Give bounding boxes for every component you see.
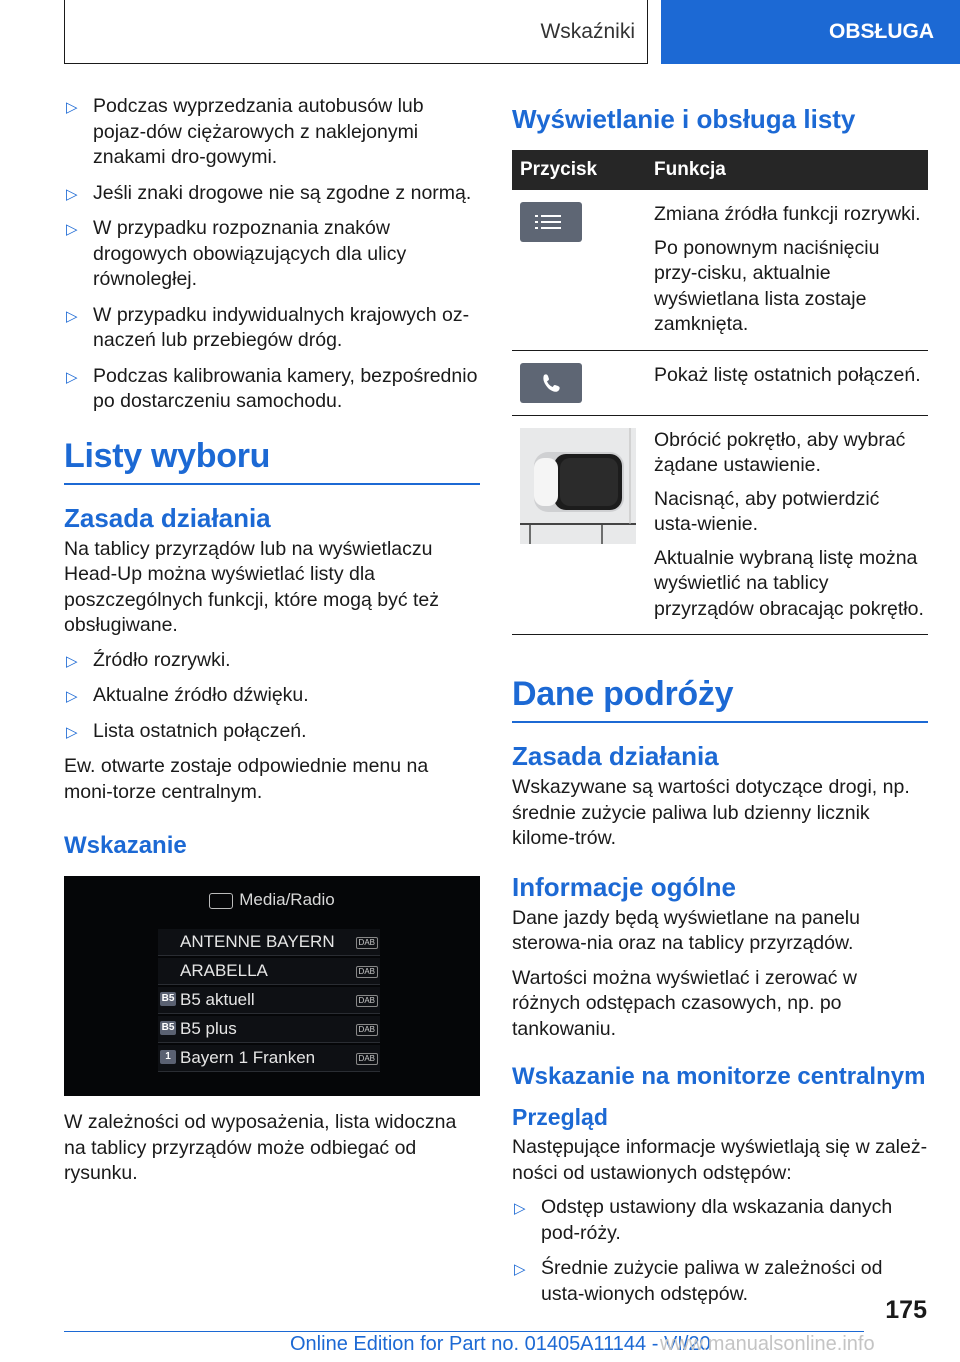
list-item: ▷ Odstęp ustawiony dla wskazania danych pod-róży.	[514, 1196, 893, 1244]
triangle-bullet-icon: ▷	[66, 723, 78, 741]
section-title	[64, 0, 648, 64]
heading-wskazanie-monitor: Wskazanie na monitorze centralnym	[512, 1063, 926, 1090]
station-row: ARABELLA DAB	[158, 958, 380, 985]
paragraph: Wskazywane są wartości dotyczące drogi, np. średnie zużycie paliwa lub dzienny licznik kilome-trów.	[512, 776, 910, 849]
right-column	[512, 94, 928, 1317]
paragraph: Ew. otwarte zostaje odpowiednie menu na moni-torze centralnym.	[64, 755, 429, 803]
list-item: ▷ Średnie zużycie paliwa w zależności od usta-wionych odstępów.	[514, 1257, 883, 1305]
triangle-bullet-icon: ▷	[66, 368, 78, 386]
triangle-bullet-icon: ▷	[66, 307, 78, 325]
heading-informacje-ogolne: Informacje ogólne	[512, 871, 736, 902]
column-header-button: Przycisk	[512, 150, 646, 190]
bullet-list-overview	[512, 1195, 928, 1307]
column-header-function: Funkcja	[646, 150, 928, 190]
thumbwheel-icon	[520, 428, 636, 544]
chapter-tab	[661, 0, 960, 64]
list-item: ▷ Podczas kalibrowania kamery, bezpośrednio po dostarczeniu samochodu.	[66, 364, 478, 412]
page-number: 175	[885, 1296, 927, 1324]
list-item: ▷ W przypadku indywidualnych krajowych oz-naczeń lub przebiegów dróg.	[66, 303, 470, 351]
list-item: ▷ Jeśli znaki drogowe nie są zgodne z normą.	[64, 181, 480, 207]
triangle-bullet-icon: ▷	[66, 688, 78, 705]
station-logo-icon: B5	[161, 993, 175, 1004]
footer-divider	[64, 1331, 864, 1332]
heading-dane-podrozy: Dane podróży	[512, 675, 928, 723]
media-radio-screenshot	[64, 876, 480, 1096]
phone-button-icon	[520, 363, 582, 403]
bullet-list-lists	[64, 648, 480, 745]
table-row: Zmiana źródła funkcji rozrywki. Po ponownym naciśnięciu przy-cisku, aktualnie wyświetlana lista zostaje zamknięta.	[512, 190, 928, 350]
station-row: 1 Bayern 1 Franken DAB	[158, 1045, 380, 1072]
list-item: ▷ Aktualne źródło dźwięku.	[64, 683, 480, 709]
list-button-icon	[520, 202, 582, 242]
triangle-bullet-icon: ▷	[66, 185, 78, 203]
button-function-table	[512, 150, 928, 635]
left-column	[64, 94, 480, 1196]
triangle-bullet-icon: ▷	[514, 1200, 526, 1217]
triangle-bullet-icon: ▷	[514, 1261, 526, 1278]
caption: W zależności od wyposażenia, lista widoczna na tablicy przyrządów może odbiegać od rysunku.	[64, 1111, 457, 1184]
table-row: Pokaż listę ostatnich połączeń.	[512, 350, 928, 415]
heading-zasada-dzialania: Zasada działania	[64, 502, 271, 533]
paragraph: Następujące informacje wyświetlają się w zależ-ności od ustawionych odstępów:	[512, 1136, 928, 1184]
screen-title: Media/Radio	[64, 890, 480, 910]
list-item: ▷ Źródło rozrywki.	[64, 648, 480, 674]
list-item: ▷ Podczas wyprzedzania autobusów lub pojaz-dów ciężarowych z naklejonymi znakami dro-gowymi.	[66, 95, 424, 168]
chapter-tab-text: OBSŁUGA	[829, 20, 934, 43]
station-logo-icon: 1	[160, 1050, 176, 1064]
triangle-bullet-icon: ▷	[66, 652, 78, 670]
list-item: ▷ W przypadku rozpoznania znaków drogowych obowiązujących dla ulicy równoległej.	[66, 217, 407, 290]
list-item: ▷ Lista ostatnich połączeń.	[64, 719, 480, 745]
heading-zasada-dzialania-2: Zasada działania	[512, 741, 719, 771]
triangle-bullet-icon: ▷	[66, 99, 78, 116]
watermark: www.manualsonline.info	[660, 1333, 875, 1355]
triangle-bullet-icon: ▷	[66, 221, 78, 238]
station-row: B5 B5 plus DAB	[158, 1016, 380, 1043]
table-row: Obrócić pokrętło, aby wybrać żądane ustawienie. Nacisnąć, aby potwierdzić usta-wienie. Aktualnie wybraną listę można wyświetlić na tablicy przyrządów obracając pokrętło.	[512, 415, 928, 635]
paragraph: Dane jazdy będą wyświetlane na panelu sterowa-nia oraz na tablicy przyrządów.	[512, 906, 860, 954]
paragraph: Wartości można wyświetlać i zerować w różnych odstępach czasowych, np. po tankowaniu.	[512, 966, 857, 1040]
media-icon	[209, 893, 233, 909]
station-row: B5 B5 aktuell DAB	[158, 987, 380, 1014]
heading-listy-wyboru: Listy wyboru	[64, 437, 480, 485]
footer-edition: Online Edition for Part no. 01405A11144 - VI/20	[290, 1333, 711, 1355]
heading-wyswietlanie: Wyświetlanie i obsługa listy	[512, 104, 856, 134]
station-row: ANTENNE BAYERN DAB	[158, 929, 380, 956]
section-title-text: Wskaźniki	[540, 19, 635, 43]
paragraph: Na tablicy przyrządów lub na wyświetlaczu Head-Up można wyświetlać listy dla poszczególnych funkcji, które mogą być też obsługiwane.	[64, 537, 440, 636]
heading-przeglad: Przegląd	[512, 1104, 608, 1130]
bullet-list-intro	[64, 94, 480, 415]
heading-wskazanie: Wskazanie	[64, 832, 187, 859]
station-logo-icon: B5	[161, 1022, 175, 1033]
